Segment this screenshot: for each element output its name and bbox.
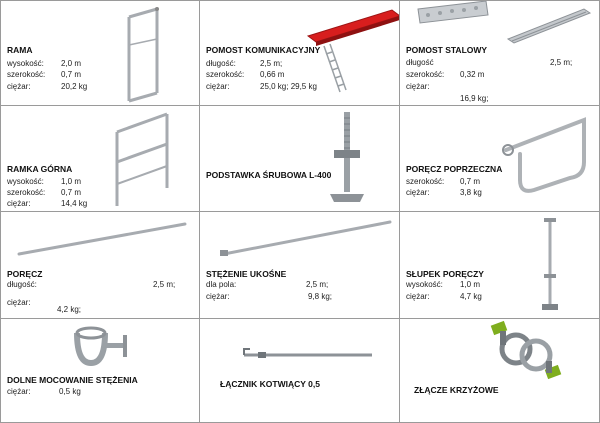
product-card-stezenie-ukosne (199, 211, 400, 319)
spec-label: wysokość: (406, 280, 443, 289)
diagonal-brace-illustration (218, 218, 398, 258)
spec-label: wysokość: (7, 59, 44, 68)
screw-jack-illustration (328, 112, 368, 212)
product-name: PORĘCZ (7, 269, 43, 279)
spec-label: ciężar: (7, 298, 31, 307)
product-name: SŁUPEK PORĘCZY (406, 269, 484, 279)
spec-label: długość (406, 58, 434, 67)
product-card-dolne-mocowanie (0, 318, 200, 423)
frame-illustration (119, 5, 189, 105)
product-card-pomost-stalowy (399, 0, 600, 106)
spec-label: długość: (206, 59, 236, 68)
spec-value: 2,5 m; (306, 280, 329, 289)
spec-label: ciężar: (206, 82, 230, 91)
spec-value: 2,5 m; (550, 58, 573, 67)
spec-value: 16,9 kg; (460, 94, 489, 103)
spec-label: ciężar: (406, 188, 430, 197)
spec-label: szerokość: (206, 70, 245, 79)
spec-value: 0,5 kg (59, 387, 81, 396)
spec-value: 0,7 m (460, 177, 481, 186)
product-card-porecz (0, 211, 200, 319)
spec-label: szerokość: (406, 70, 445, 79)
product-card-rama (0, 0, 200, 106)
spec-value: 20,2 kg (61, 82, 88, 91)
spec-label: ciężar: (7, 82, 31, 91)
product-name: PORĘCZ POPRZECZNA (406, 164, 503, 174)
spec-value: 2,5 m; (153, 280, 176, 289)
spec-label: szerokość: (7, 70, 46, 79)
spec-value: 1,0 m (61, 177, 82, 186)
anchor-tie-illustration (240, 347, 380, 367)
product-name: POMOST STALOWY (406, 45, 488, 55)
swivel-coupler-illustration (490, 321, 570, 381)
product-name: PODSTAWKA ŚRUBOWA L-400 (206, 170, 332, 180)
product-name: RAMA (7, 45, 33, 55)
product-name: STĘŻENIE UKOŚNE (206, 269, 287, 279)
spec-value: 4,2 kg; (57, 305, 82, 314)
product-name: ZŁĄCZE KRZYŻOWE (414, 385, 499, 395)
guardrail-illustration (13, 218, 193, 258)
spec-label: ciężar: (406, 82, 430, 91)
spec-label: ciężar: (7, 387, 31, 396)
product-card-zlacze-krzyzowe (399, 318, 600, 423)
spec-label: ciężar: (206, 292, 230, 301)
spec-value: 3,8 kg (460, 188, 482, 197)
product-card-lacznik-kotwiacy (199, 318, 400, 423)
product-card-slupek-poreczy (399, 211, 600, 319)
spec-value: 1,0 m (460, 280, 481, 289)
spec-value: 0,7 m (61, 70, 82, 79)
product-card-porecz-poprzeczna (399, 105, 600, 212)
product-card-pomost-komunikacyjny (199, 0, 400, 106)
product-name: RAMKA GÓRNA (7, 164, 73, 174)
product-name: DOLNE MOCOWANIE STĘŻENIA (7, 375, 138, 385)
spec-value: 25,0 kg; 29,5 kg (260, 82, 317, 91)
product-card-podstawka (199, 105, 400, 212)
spec-value: 0,7 m (61, 188, 82, 197)
brace-clamp-illustration (69, 323, 139, 373)
spec-label: dla pola: (206, 280, 237, 289)
guardrail-post-illustration (540, 216, 570, 316)
spec-value: 2,5 m; (260, 59, 283, 68)
spec-label: szerokość: (406, 177, 445, 186)
spec-label: długość: (7, 280, 37, 289)
spec-label: ciężar: (406, 292, 430, 301)
cross-guardrail-illustration (498, 110, 598, 210)
product-card-ramka-gorna (0, 105, 200, 212)
product-name: ŁĄCZNIK KOTWIĄCY 0,5 (220, 379, 320, 389)
spec-label: szerokość: (7, 188, 46, 197)
spec-value: 2,0 m (61, 59, 82, 68)
spec-value: 0,32 m (460, 70, 485, 79)
spec-label: ciężar: (7, 199, 31, 208)
spec-value: 4,7 kg (460, 292, 482, 301)
spec-value: 0,66 m (260, 70, 285, 79)
top-frame-illustration (109, 110, 179, 210)
product-name: POMOST KOMUNIKACYJNY (206, 45, 321, 55)
spec-label: wysokość: (7, 177, 44, 186)
spec-value: 14,4 kg (61, 199, 88, 208)
spec-value: 9,8 kg; (308, 292, 333, 301)
